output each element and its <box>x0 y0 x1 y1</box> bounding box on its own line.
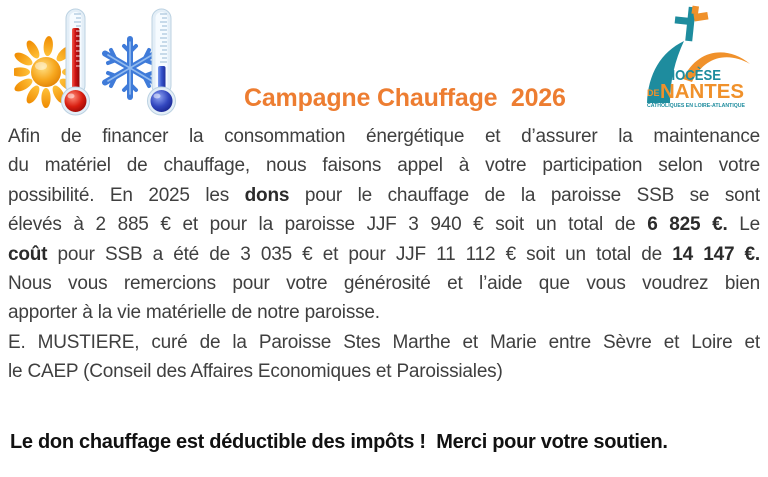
body-line-2 <box>8 151 760 180</box>
bold-segment-total-cout: 14 147 €. <box>672 243 760 265</box>
body-text-segment: apporter à la vie matérielle de notre paroisse. <box>8 302 380 324</box>
body-line-9 <box>8 357 760 386</box>
body-text-segment: élevés à 2 885 € et pour la paroisse JJF 3 940 € soit un total de <box>8 214 648 236</box>
body-text-segment: Nous vous remercions pour votre générosité et l’aide que vous voudrez bien <box>8 272 760 294</box>
body-text-segment: pour SSB a été de 3 035 € et pour JJF 11 112 € soit un total de <box>47 243 673 265</box>
thermometer-tube <box>62 9 90 115</box>
body-line-7 <box>8 298 760 327</box>
bold-segment-total-dons: 6 825 €. <box>647 214 728 236</box>
logo-diocese-text: DIOCÈSE <box>662 67 721 84</box>
logo-tagline-text: CATHOLIQUES EN LOIRE-ATLANTIQUE <box>647 103 746 109</box>
body-paragraphs <box>8 122 760 387</box>
hot-thermometer-sun-icon <box>14 6 102 116</box>
body-text-segment: possibilité. En 2025 les <box>8 184 245 206</box>
thermometer-tube <box>148 9 176 115</box>
body-text-segment: Le <box>727 214 760 236</box>
body-text-segment: le CAEP (Conseil des Affaires Economiques et Paroissiales) <box>8 361 503 383</box>
diocese-nantes-logo <box>637 2 757 120</box>
body-line-4 <box>8 210 760 239</box>
body-line-3 <box>8 181 760 210</box>
bold-segment-dons: dons <box>244 184 290 206</box>
page-title: Campagne Chauffage 2026 <box>244 84 566 112</box>
bold-segment-cout: coût <box>8 243 48 265</box>
body-text-segment: E. MUSTIERE, curé de la Paroisse Stes Marthe et Marie entre Sèvre et Loire et <box>8 331 760 353</box>
body-line-8 <box>8 328 760 357</box>
cold-thermometer-snowflake-icon <box>100 6 188 116</box>
body-text-segment: du matériel de chauffage, nous faisons appel à votre participation selon votre <box>8 155 760 177</box>
body-text-segment: Afin de financer la consommation énergétique et d’assurer la maintenance <box>8 126 760 147</box>
body-line-1 <box>8 122 760 151</box>
snowflake <box>105 39 155 97</box>
body-text-segment: pour le chauffage de la paroisse SSB se sont <box>289 184 760 206</box>
tax-deduction-notice: Le don chauffage est déductible des impôts ! Merci pour votre soutien. <box>10 431 668 453</box>
logo-nantes-text: NANTES <box>660 81 744 103</box>
logo-cross-icon <box>675 6 709 42</box>
body-line-5 <box>8 240 760 269</box>
body-line-6 <box>8 269 760 298</box>
logo-de-text: DE <box>647 88 660 98</box>
